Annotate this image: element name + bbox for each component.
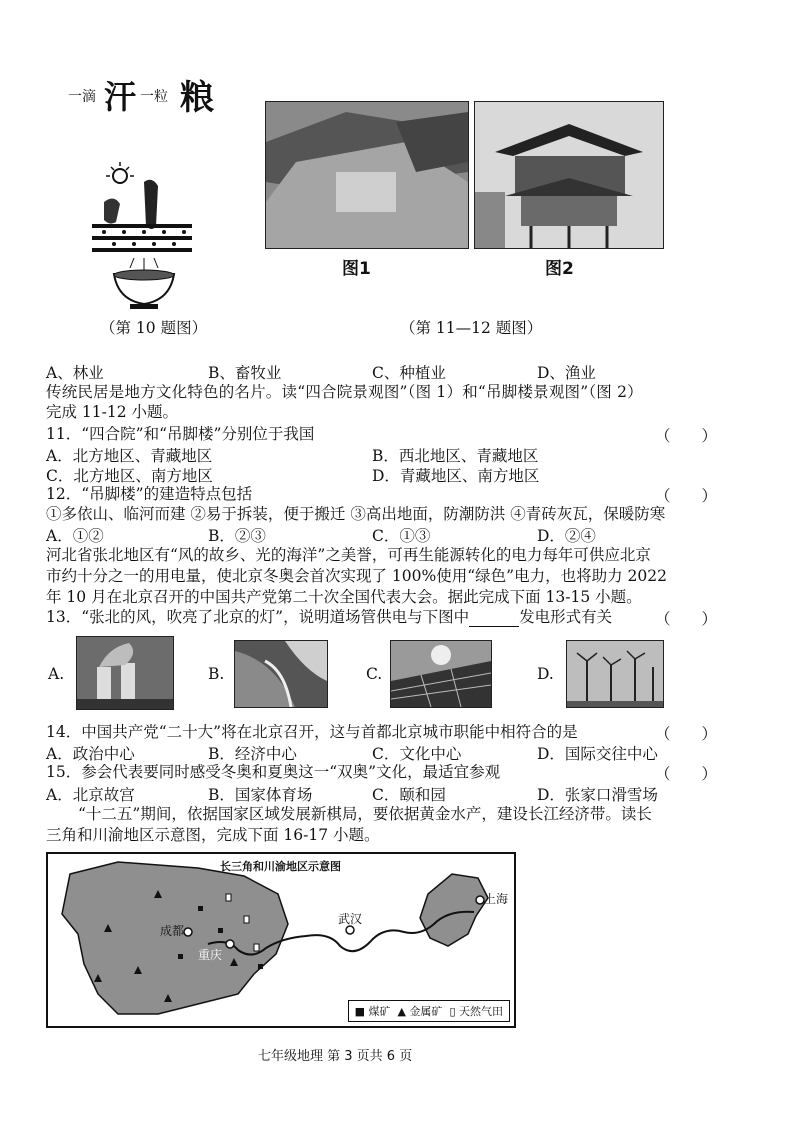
q13-stem-after: 发电形式有关 [519,608,613,626]
q14-option-d: D．国际交往中心 [537,745,658,763]
fig10-caption: （第 10 题图） [100,319,208,337]
q13-answer-paren: （ ） [655,610,718,628]
fig1-photo [265,101,469,249]
fig10-title-part2: 汗 [104,78,137,116]
q15-option-d: D．张家口滑雪场 [537,786,658,804]
fig10-title [68,72,228,118]
q10-option-c: C、种植业 [372,364,446,382]
intro-13-15-line1: 河北省张北地区有“风的故乡、光的海洋”之美誉，可再生能源转化的电力每年可供应北京 [46,546,651,564]
q11-stem: 11．“四合院”和“吊脚楼”分别位于我国 [46,425,315,443]
fig2-label: 图2 [545,259,574,279]
q11-option-a: A．北方地区、青藏地区 [46,447,213,465]
legend-metal-icon: ▲ [397,1005,406,1018]
fig10-cartoon [84,162,204,312]
fig10-title-part1: 一滴 [68,89,96,105]
q13-stem [46,607,612,627]
fig2-photo [474,101,664,249]
intro-16-17-line2: 三角和川渝地区示意图，完成下面 16-17 小题。 [46,826,380,844]
q12-option-c: C．①③ [372,527,431,545]
q12-items: ①多依山、临河而建 ②易于拆装，便于搬迁 ③高出地面，防潮防洪 ④青砖灰瓦，保暖防寒 [46,505,666,523]
yangtze-map [46,852,516,1028]
map-city-chongqing: 重庆 [198,948,223,962]
fig11-12-caption: （第 11—12 题图） [400,319,543,337]
q12-stem: 12．“吊脚楼”的建造特点包括 [46,485,253,503]
q14-option-b: B．经济中心 [208,745,297,763]
map-city-chengdu: 成都 [160,924,185,938]
intro-16-17-line1: “十二五”期间，依据国家区域发展新棋局，要依据黄金水产，建设长江经济带。读长 [78,805,652,823]
q11-answer-paren: （ ） [655,427,718,445]
q15-option-b: B．国家体育场 [208,786,313,804]
q13-option-a-photo [76,636,174,710]
legend-metal: 金属矿 [409,1005,443,1018]
legend-gas-icon: ▯ [449,1005,456,1018]
q14-stem: 14．中国共产党“二十大”将在北京召开，这与首都北京城市职能中相符合的是 [46,723,578,741]
q14-option-a: A．政治中心 [46,745,135,763]
q11-option-c: C．北方地区、南方地区 [46,467,213,485]
q12-answer-paren: （ ） [655,487,718,505]
q15-option-c: C．颐和园 [372,786,446,804]
map-city-wuhan: 武汉 [338,912,363,926]
q13-option-d-label: D. [537,665,554,683]
q14-answer-paren: （ ） [655,725,718,743]
q13-blank [469,612,519,627]
q12-option-b: B．②③ [208,527,266,545]
q15-stem: 15．参会代表要同时感受冬奥和夏奥这一“双奥”文化，最适宜参观 [46,763,501,781]
q11-option-d: D．青藏地区、南方地区 [372,467,540,485]
q10-option-b: B、畜牧业 [208,364,282,382]
legend-coal: 煤矿 [368,1005,391,1018]
q10-option-d: D、渔业 [537,364,596,382]
q13-stem-before: 13．“张北的风，吹亮了北京的灯”，说明道场管供电与下图中 [46,608,470,626]
page-footer: 七年级地理 第 3 页共 6 页 [258,1049,413,1064]
q13-option-a-label: A. [48,665,65,683]
q12-option-d: D．②④ [537,527,596,545]
q11-option-b: B．西北地区、青藏地区 [372,447,539,465]
fig1-label: 图1 [342,259,371,279]
q14-option-c: C．文化中心 [372,745,462,763]
fig10-title-part3: 一粒 [140,89,168,105]
q13-option-b-photo [234,640,328,708]
q13-option-d-photo [566,640,664,708]
legend-coal-icon: ■ [354,1005,365,1018]
intro-13-15-line2: 市约十分之一的用电量，使北京冬奥会首次实现了 100%使用“绿色”电力，也将助力 2022 [46,567,667,585]
map-city-shanghai: 上海 [484,892,509,906]
map-legend [348,1000,510,1022]
intro-11-12-line1: 传统民居是地方文化特色的名片。读“四合院景观图”（图 1）和“吊脚楼景观图”（图 2） [46,383,643,401]
legend-gas: 天然气田 [459,1005,503,1018]
q15-option-a: A．北京故宫 [46,786,135,804]
fig10-title-part4: 粮 [180,78,214,118]
q12-option-a: A．①② [46,527,104,545]
q15-answer-paren: （ ） [655,765,718,783]
q10-option-a: A、林业 [46,364,104,382]
q13-option-c-label: C. [366,665,383,683]
intro-13-15-line3: 年 10 月在北京召开的中国共产党第二十次全国代表大会。据此完成下面 13-15 小题。 [46,588,642,606]
map-title: 长三角和川渝地区示意图 [220,860,341,873]
q13-option-c-photo [390,640,492,708]
intro-11-12-line2: 完成 11-12 小题。 [46,403,179,421]
q13-option-b-label: B. [208,665,225,683]
